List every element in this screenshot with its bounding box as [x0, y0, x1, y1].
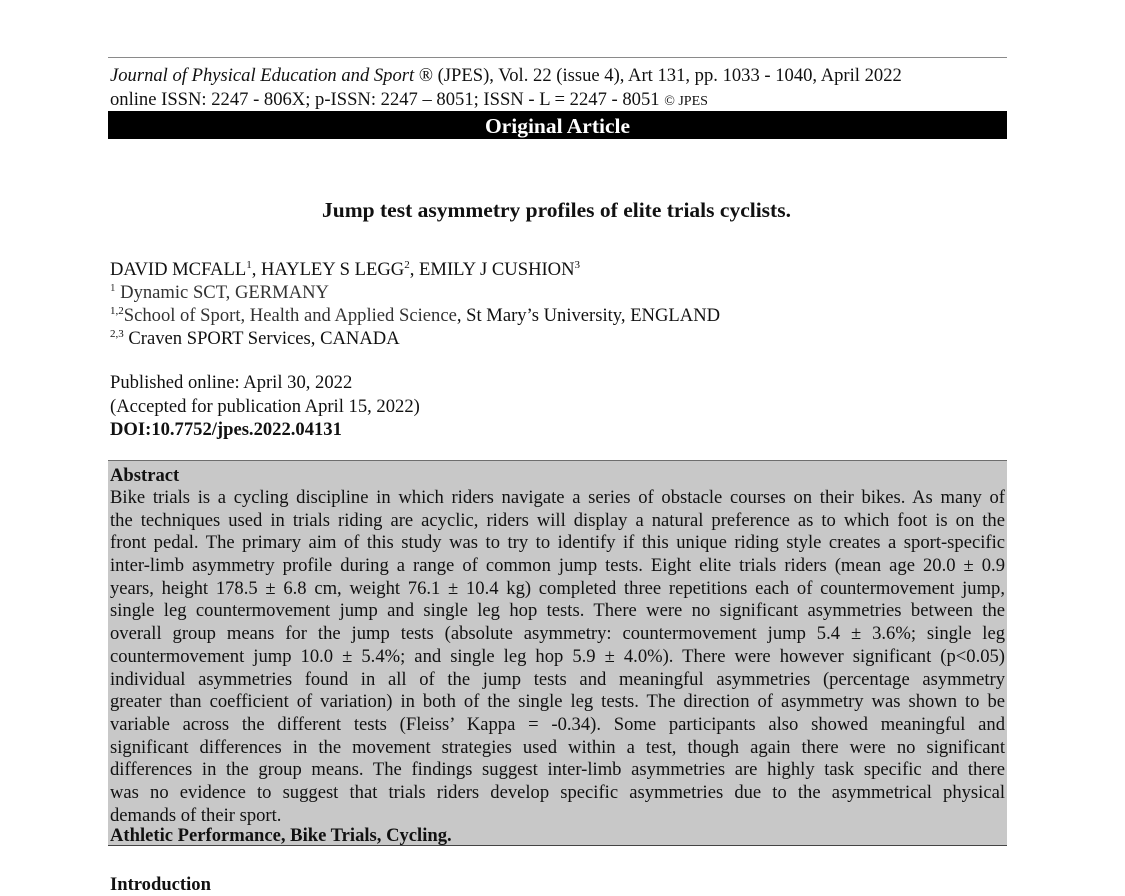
abstract-heading: Abstract: [110, 465, 180, 486]
abstract-line: demands of their sport.: [110, 804, 282, 826]
header-rule: [108, 57, 1007, 58]
issn-line: [110, 89, 708, 113]
abstract-line: the techniques used in trials riding are acyclic, riders will display a natural preference as to which foot is on the: [110, 509, 1005, 531]
abstract-line: Bike trials is a cycling discipline in which riders navigate a series of obstacle courses on their bikes. As many of: [110, 487, 1005, 508]
abstract-box: [108, 460, 1007, 846]
author-name: , HAYLEY S LEGG: [251, 259, 405, 280]
affiliation-mark: 1: [110, 282, 116, 294]
author-name: DAVID MCFALL: [110, 259, 247, 280]
journal-citation: [110, 65, 902, 87]
abstract-line: front pedal. The primary aim of this study was to try to identify if this unique riding style creates a sport-specific: [110, 532, 1005, 554]
abstract-line: was no evidence to suggest that trials riders develop specific asymmetries due to the asymmetrical physical: [110, 781, 1005, 803]
abstract-line: overall group means for the jump tests (absolute asymmetry: countermovement jump 5.4 ± 3.6%; single leg: [110, 623, 1005, 645]
abstract-body: [110, 487, 1005, 827]
abstract-line: years, height 178.5 ± 6.8 cm, weight 76.1 ± 10.4 kg) completed three repetitions each of countermovement jump,: [110, 577, 1005, 599]
abstract-line: differences in the group means. The findings suggest inter-limb asymmetries are highly task specific and there: [110, 759, 1005, 781]
abstract-line: inter-limb asymmetry profile during a range of common jump tests. Eight elite trials riders (mean age 20.0 ± 0.9: [110, 555, 1005, 577]
article-type-banner: Original Article: [108, 111, 1007, 139]
affiliation-3: [110, 328, 400, 350]
affiliation-2: [110, 305, 720, 327]
author-affiliation-mark: 1: [246, 259, 252, 271]
affiliation-mark: 2,3: [110, 328, 124, 340]
abstract-line: individual asymmetries found in all of the jump tests and meaningful asymmetries (percentage asymmetry: [110, 668, 1005, 690]
affiliation-1: [110, 282, 329, 304]
abstract-line: significant differences in the movement strategies used within a test, though again there were no significant: [110, 736, 1005, 758]
journal-name: Journal of Physical Education and Sport: [110, 65, 415, 86]
abstract-line: greater than coefficient of variation) in both of the single leg tests. The direction of asymmetry was shown to be: [110, 691, 1005, 713]
author-affiliation-mark: 3: [574, 259, 581, 271]
author-name: , EMILY J CUSHION: [409, 259, 575, 280]
copyright-notice: © JPES: [664, 94, 708, 109]
doi-link[interactable]: DOI:10.7752/jpes.2022.04131: [110, 419, 342, 440]
affiliation-mark: 1,2: [110, 305, 124, 317]
affiliation-school: School of Sport, Health and Applied Science: [123, 305, 457, 326]
abstract-line: countermovement jump 10.0 ± 5.4%; and single leg hop 5.9 ± 4.0%). There were however significant (p<0.05): [110, 645, 1005, 667]
affiliation-text: Craven SPORT Services, CANADA: [123, 328, 400, 349]
section-heading-introduction: Introduction: [110, 874, 211, 895]
author-list: [110, 259, 580, 281]
abstract-line: single leg countermovement jump and single leg hop tests. There were no significant asymmetries between the: [110, 600, 1005, 622]
issn-text: online ISSN: 2247 - 806X; p-ISSN: 2247 – 8051; ISSN - L = 2247 - 8051: [110, 89, 665, 110]
author-affiliation-mark: 2: [404, 259, 410, 271]
affiliation-text: , St Mary’s University, ENGLAND: [456, 305, 721, 326]
published-date: Published online: April 30, 2022: [110, 372, 353, 393]
abstract-line: variable across the different tests (Fleiss’ Kappa = -0.34). Some participants also showed meaningful and: [110, 713, 1005, 735]
accepted-date: (Accepted for publication April 15, 2022): [110, 396, 420, 417]
affiliation-text: Dynamic SCT, GERMANY: [115, 282, 329, 303]
paper-title: Jump test asymmetry profiles of elite trials cyclists.: [322, 198, 791, 222]
journal-details: ® (JPES), Vol. 22 (issue 4), Art 131, pp. 1033 - 1040, April 2022: [414, 65, 902, 86]
keywords: Athletic Performance, Bike Trials, Cycling.: [110, 825, 452, 846]
